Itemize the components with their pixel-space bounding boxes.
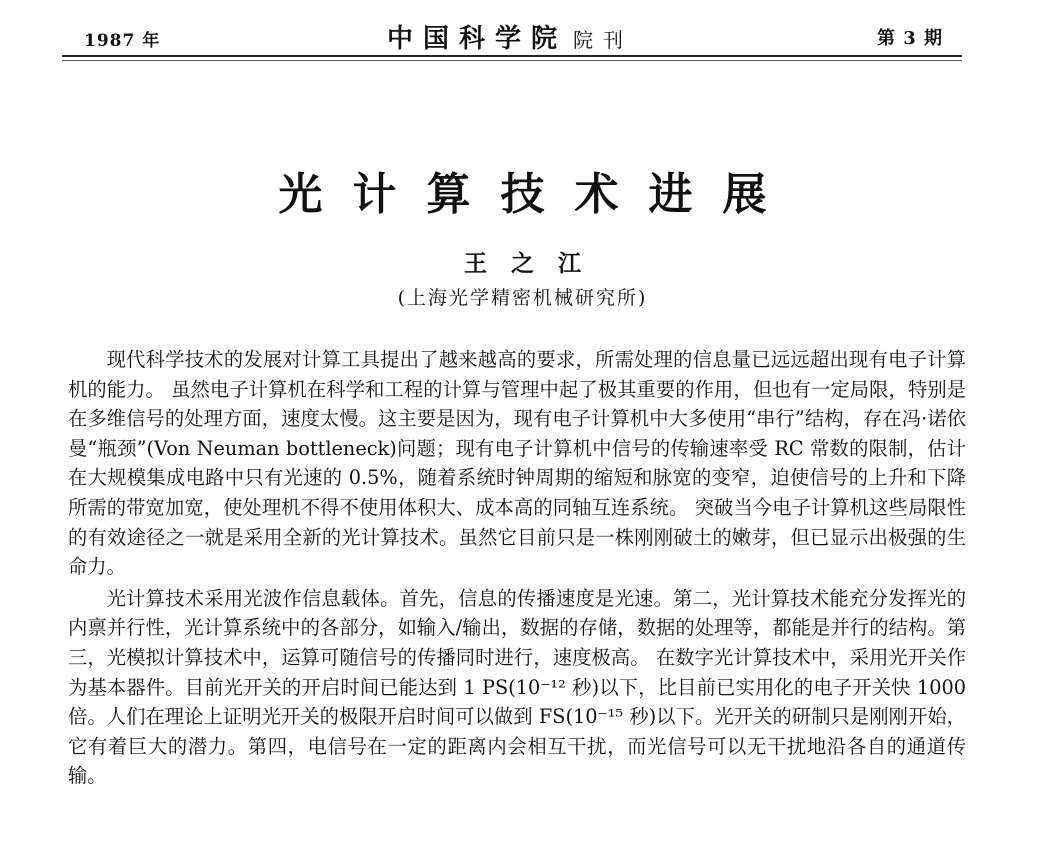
author-affiliation: (上海光学精密机械研究所) (397, 287, 648, 309)
body-paragraph: 现代科学技术的发展对计算工具提出了越来越高的要求，所需处理的信息量已远远超出现有电子计算机的能力。 虽然电子计算机在科学和工程的计算与管理中起了极其重要的作用，但也有一定局限，特别是在多维信号的处理方面，速度太慢。这主要是因为，现有电子计算机中大多使用“串行”结构，存在冯·诺依曼“瓶颈”(Von Neuman bottleneck)问题；现有电子计算机中信号的传输速率受 RC 常数的限制，估计在大规模集成电路中只有光速的 0.5%，随着系统时钟周期的缩短和脉宽的变窄，迫使信号的上升和下降所需的带宽加宽，使处理机不得不使用体积大、成本高的同轴互连系统。 突破当今电子计算机这些局限性的有效途径之一就是采用全新的光计算技术。虽然它目前只是一株刚刚破土的嫩芽，但已显示出极强的生命力。 (68, 348, 966, 579)
header-year: 1987 年 (84, 31, 161, 51)
journal-name: 中国科学院 (387, 24, 568, 54)
header-issue: 第 3 期 (877, 28, 944, 49)
running-header (62, 14, 962, 54)
article-body (68, 345, 966, 791)
journal-masthead (387, 18, 633, 55)
header-rule-thin (62, 60, 962, 61)
header-rule-thick (62, 55, 962, 57)
article-title: 光计算技术进展 (278, 169, 797, 220)
journal-type: 院刊 (573, 28, 634, 52)
body-paragraph: 光计算技术采用光波作信息载体。首先，信息的传播速度是光速。第二，光计算技术能充分发挥光的内禀并行性，光计算系统中的各部分，如输入/输出，数据的存储，数据的处理等，都能是并行的结构。第三，光模拟计算技术中，运算可随信号的传播同时进行，速度极高。 在数字光计算技术中，采用光开关作为基本器件。目前光开关的开启时间已能达到 1 PS(10⁻¹² 秒)以下，比目前已实用化的电子开关快 1000 倍。人们在理论上证明光开关的极限开启时间可以做到 FS(10⁻¹⁵ 秒)以下。光开关的研制只是刚刚开始，它有着巨大的潜力。第四，电信号在一定的距离内会相互干扰，而光信号可以无干扰地沿各自的通道传输。 (68, 586, 966, 788)
article-author: 王之江 (464, 250, 605, 277)
